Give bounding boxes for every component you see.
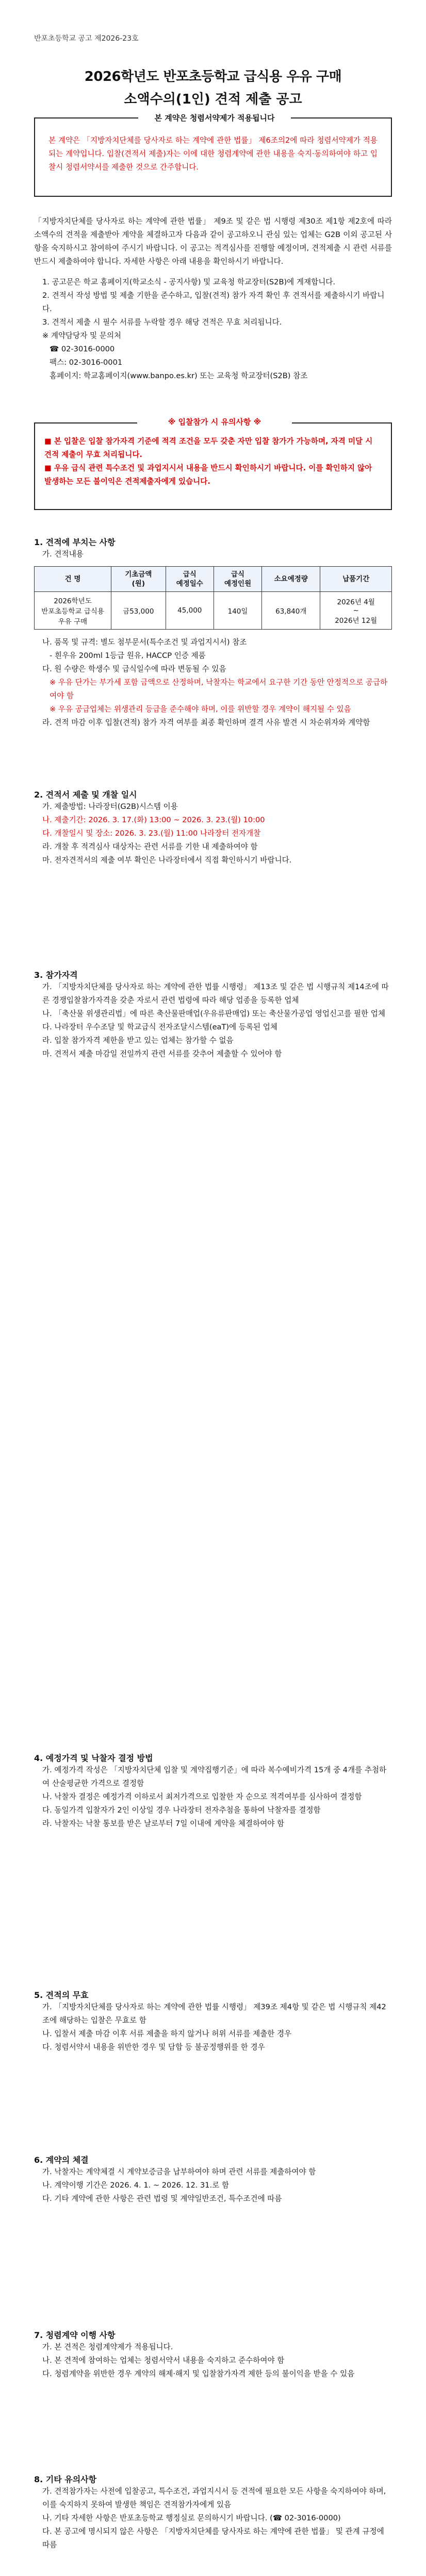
section-heading: 4. 예정가격 및 낙찰자 결정 방법 bbox=[34, 1753, 153, 1763]
section-line: 가. 「지방자치단체를 당사자로 하는 계약에 관한 법률 시행령」 제39조 제4항 및 같은 법 시행규칙 제42조에 해당하는 입찰은 무효로 함 bbox=[42, 2003, 386, 2025]
section-line: 나. 본 견적에 참여하는 업체는 청렴서약서 내용을 숙지하고 준수하여야 함 bbox=[42, 2356, 285, 2365]
intro-item: 2. 견적서 작성 방법 및 제출 기한을 준수하고, 입찰(견적) 참가 자격 확인 후 견적서를 제출하시기 바랍니다. bbox=[42, 291, 385, 314]
section-line: 나. 「축산물 위생관리법」에 따른 축산물판매업(우유류판매업) 또는 축산물가공업 영업신고를 필한 업체 bbox=[42, 1009, 385, 1018]
integrity-notice-tag: 본 계약은 청렴서약제가 적용됩니다 bbox=[138, 111, 291, 124]
title-line1: 2026학년도 반포초등학교 급식용 우유 구매 bbox=[84, 69, 342, 84]
section-line: 가. 「지방자치단체를 당사자로 하는 계약에 관한 법률 시행령」 제13조 및 같은 법 시행규칙 제14조에 따른 경쟁입찰참가자격을 갖춘 자로서 관련 법령에 따라 해당 업종을 등록한 업체 bbox=[42, 982, 389, 1005]
section-heading: 5. 견적의 무효 bbox=[34, 1990, 89, 2000]
section-8 bbox=[34, 2473, 392, 2552]
contact-phone: ☎ 02-3016-0000 bbox=[50, 345, 115, 354]
section-1 bbox=[34, 536, 392, 730]
section-heading: 2. 견적서 제출 및 개찰 일시 bbox=[34, 790, 137, 800]
section-heading: 8. 기타 유의사항 bbox=[34, 2475, 97, 2484]
table-header: 급식 예정인원 bbox=[214, 567, 261, 592]
table-cell: 2026학년도 반포초등학교 급식용 우유 구매 bbox=[35, 592, 111, 630]
contact-label: ※ 계약담당자 및 문의처 bbox=[42, 331, 122, 341]
section-heading: 3. 참가자격 bbox=[34, 970, 78, 980]
integrity-notice-text: 본 계약은 「지방자치단체를 당사자로 하는 계약에 관한 법률」 제6조의2에 따라 청렴서약제가 적용되는 계약입니다. 입찰(견적서 제출)자는 이에 대한 청렴계약에 관한 내용을 숙지·동의하여야 하고 입찰시 청렴서약서를 제출한 것으로 간주합니다. bbox=[48, 136, 378, 172]
table-cell: 금53,000 bbox=[111, 592, 166, 630]
warning-line: ■ 본 입찰은 입찰 참가자격 기준에 적격 조건을 모두 갖춘 자만 입찰 참가가 가능하며, 자격 미달 시 견적 제출이 무효 처리됩니다. bbox=[44, 437, 373, 459]
section-line: 라. 개찰 후 적격심사 대상자는 관련 서류를 기한 내 제출하여야 함 bbox=[42, 842, 258, 851]
section-4 bbox=[34, 1752, 392, 1831]
section-line: 다. 개찰일시 및 장소: 2026. 3. 23.(월) 11:00 나라장터 전자개찰 bbox=[42, 829, 261, 838]
intro-text: 「지방자치단체를 당사자로 하는 계약에 관한 법률」 제9조 및 같은 법 시행령 제30조 제1항 제2호에 따라 소액수의 견적을 제출받아 계약을 체결하고자 다음과 같이 공고하오니 관심 있는 업체는 G2B 이외 공고된 사항을 숙지하시고 참여하여 주시기 바랍니다. 이 공고는 적격심사를 진행할 예정이며, 견적제출 시 관련 서류를 반드시 제출하여야 합니다. 자세한 사항은 아래 내용을 확인하시기 바랍니다. bbox=[34, 216, 392, 266]
section-line: 나. 낙찰자 결정은 예정가격 이하로서 최저가격으로 입찰한 자 순으로 적격여부를 심사하여 결정함 bbox=[42, 1792, 362, 1801]
section-line: 가. 제출방법: 나라장터(G2B)시스템 이용 bbox=[42, 802, 178, 811]
notice-number: 반포초등학교 공고 제2026-23호 bbox=[34, 35, 139, 43]
section-line: 나. 입찰서 제출 마감 이후 서류 제출을 하지 않거나 허위 서류를 제출한 경우 bbox=[42, 2029, 292, 2038]
table-header: 소요예정량 bbox=[262, 567, 320, 592]
section-line: 나. 기타 자세한 사항은 반포초등학교 행정실로 문의하시기 바랍니다. (☎ 02-3016-0000) bbox=[42, 2514, 341, 2522]
table-row bbox=[35, 592, 392, 630]
contact-fax: 팩스: 02-3016-0001 bbox=[50, 358, 123, 367]
section-line: 나. 제출기간: 2026. 3. 17.(화) 13:00 ~ 2026. 3. 23.(월) 10:00 bbox=[42, 816, 265, 824]
section-line: 다. 청렴계약을 위반한 경우 계약의 해제·해지 및 입찰참가자격 제한 등의 불이익을 받을 수 있음 bbox=[42, 2369, 355, 2378]
table-cell: 63,840개 bbox=[262, 592, 320, 630]
section-line: 가. 낙찰자는 계약체결 시 계약보증금을 납부하여야 하며 관련 서류를 제출하여야 함 bbox=[42, 2167, 316, 2176]
section-line: 다. 청렴서약서 내용을 위반한 경우 및 담합 등 불공정행위를 한 경우 bbox=[42, 2043, 265, 2052]
section-line: 나. 계약이행 기간은 2026. 4. 1. ~ 2026. 12. 31.로 함 bbox=[42, 2181, 230, 2190]
section-heading: 1. 견적에 부치는 사항 bbox=[34, 537, 116, 547]
summary-table bbox=[34, 566, 392, 630]
section-line: 가. 본 견적은 청렴계약제가 적용됩니다. bbox=[42, 2343, 173, 2351]
section-line: 다. 원 수량은 학생수 및 급식일수에 따라 변동될 수 있음 bbox=[42, 665, 226, 673]
section-line: 나. 품목 및 규격: 별도 첨부문서(특수조건 및 과업지시서) 참조 bbox=[42, 638, 247, 647]
section-heading: 6. 계약의 체결 bbox=[34, 2155, 89, 2165]
section-2 bbox=[34, 788, 392, 867]
section-line: 마. 견적서 제출 마감일 전일까지 관련 서류를 갖추어 제출할 수 있어야 함 bbox=[42, 1049, 282, 1058]
intro-item: 3. 견적서 제출 시 필수 서류를 누락할 경우 해당 견적은 무효 처리됩니다. bbox=[42, 318, 282, 327]
table-header: 급식 예정일수 bbox=[166, 567, 214, 592]
integrity-notice-box bbox=[34, 113, 392, 197]
section-3 bbox=[34, 969, 392, 1061]
section-line: 라. 낙찰자는 낙찰 통보를 받은 날로부터 7일 이내에 계약을 체결하여야 함 bbox=[42, 1819, 285, 1828]
section-heading: 7. 청렴계약 이행 사항 bbox=[34, 2330, 116, 2340]
section-line: 가. 견적참가자는 사전에 입찰공고, 특수조건, 과업지시서 등 견적에 필요한 모든 사항을 숙지하여야 하며, 이를 숙지하지 못하여 발생한 책임은 견적참가자에게 있음 bbox=[42, 2487, 386, 2509]
warning-line: ■ 우유 급식 관련 특수조건 및 과업지시서 내용을 반드시 확인하시기 바랍니다. 이를 확인하지 않아 발생하는 모든 불이익은 견적제출자에게 있습니다. bbox=[44, 464, 372, 486]
section-line: 다. 본 공고에 명시되지 않은 사항은 「지방자치단체를 당사자로 하는 계약에 관한 법률」 및 관계 규정에 따름 bbox=[42, 2527, 384, 2549]
intro-block bbox=[34, 207, 392, 383]
section-7 bbox=[34, 2329, 392, 2381]
section-line: 가. 견적내용 bbox=[42, 550, 84, 558]
section-line: - 흰우유 200ml 1등급 원유, HACCP 인증 제품 bbox=[50, 651, 206, 660]
section-line: 가. 예정가격 작성은 「지방자치단체 입찰 및 계약집행기준」에 따라 복수예비가격 15개 중 4개를 추첨하여 산술평균한 가격으로 결정함 bbox=[42, 1766, 387, 1788]
table-header: 기초금액 (원) bbox=[111, 567, 166, 592]
section-line: 라. 견적 마감 이후 입찰(견적) 참가 자격 여부를 최종 확인하며 결격 사유 발견 시 차순위자와 계약함 bbox=[42, 718, 370, 727]
section-6 bbox=[34, 2154, 392, 2206]
intro-item: 1. 공고문은 학교 홈페이지(학교소식 - 공지사항) 및 교육청 학교장터(S2B)에 게재합니다. bbox=[42, 278, 336, 287]
section-line: ※ 우유 단가는 부가세 포함 금액으로 산정하며, 낙찰자는 학교에서 요구한 기간 동안 안정적으로 공급하여야 함 bbox=[50, 678, 388, 700]
table-header: 납품기간 bbox=[320, 567, 392, 592]
table-cell: 140일 bbox=[214, 592, 261, 630]
section-line: 마. 전자견적서의 제출 여부 확인은 나라장터에서 직접 확인하시기 바랍니다. bbox=[42, 856, 292, 865]
section-line: 다. 기타 계약에 관한 사항은 관련 법령 및 계약일반조건, 특수조건에 따름 bbox=[42, 2194, 282, 2203]
warning-tag: ※ 입찰참가 시 유의사항 ※ bbox=[137, 416, 292, 427]
contact-web: 홈페이지: 학교홈페이지(www.banpo.es.kr) 또는 교육청 학교장터(S2B) 참조 bbox=[50, 371, 308, 381]
warning-box bbox=[34, 417, 392, 510]
title-line2: 소액수의(1인) 견적 제출 공고 bbox=[124, 92, 302, 107]
section-line: 다. 동일가격 입찰자가 2인 이상일 경우 나라장터 전자추첨을 통하여 낙찰자를 결정함 bbox=[42, 1806, 321, 1815]
table-cell: 2026년 4월 ~ 2026년 12월 bbox=[320, 592, 392, 630]
section-line: 다. 나라장터 우수조달 및 학교급식 전자조달시스템(eaT)에 등록된 업체 bbox=[42, 1023, 277, 1031]
table-header: 건 명 bbox=[35, 567, 111, 592]
section-5 bbox=[34, 1989, 392, 2054]
section-line: 라. 입찰 참가자격 제한을 받고 있는 업체는 참가할 수 없음 bbox=[42, 1036, 234, 1045]
section-line: ※ 우유 공급업체는 위생관리 등급을 준수해야 하며, 이를 위반할 경우 계약이 해지될 수 있음 bbox=[50, 705, 351, 714]
table-cell: 45,000 bbox=[166, 592, 214, 630]
